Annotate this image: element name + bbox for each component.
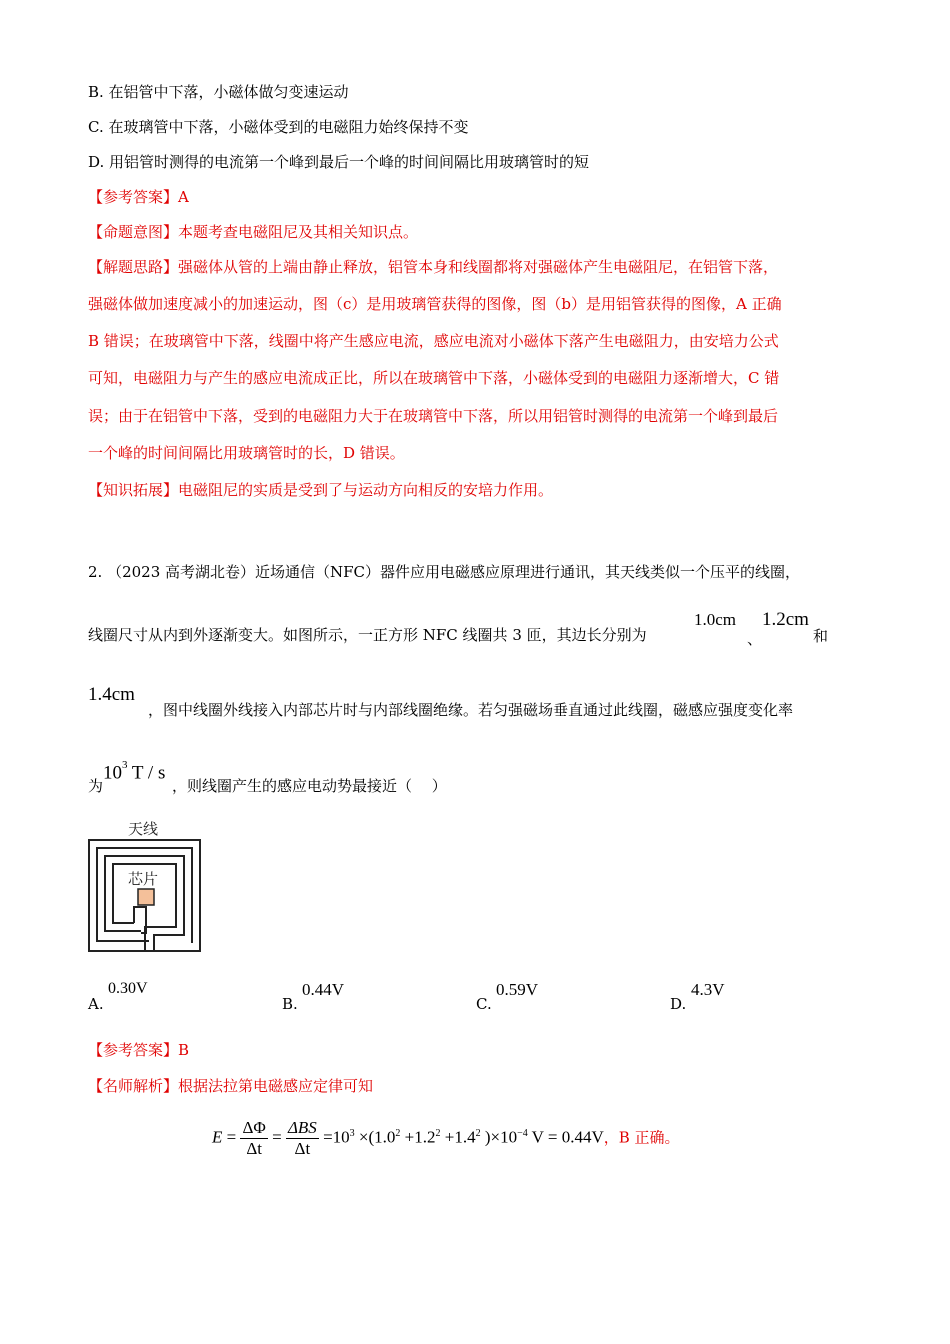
sep-1: 、 xyxy=(747,630,763,648)
option-c-value: 0.59V xyxy=(496,980,539,999)
option-a-value: 0.30V xyxy=(108,980,148,997)
rate-unit: T / s xyxy=(131,762,166,784)
formula-exp-2: 2 xyxy=(395,1127,401,1139)
formula-rest-4: +1.4 xyxy=(440,1127,476,1147)
frac-num-1: ΔΦ xyxy=(242,1118,266,1137)
frac-num-2: ΔBS xyxy=(287,1118,317,1137)
q2-line-2-text: 线圈尺寸从内到外逐渐变大。如图所示，一正方形 NFC 线圈共 3 匝，其边长分别为 xyxy=(88,626,647,644)
formula-exp-5: −4 xyxy=(517,1127,528,1139)
formula-rest-5: )×10 xyxy=(480,1127,518,1147)
formula-rest-3: +1.2 xyxy=(400,1127,436,1147)
formula-eq-2: = xyxy=(272,1127,282,1147)
option-d-label: D. xyxy=(670,995,687,1013)
solution-line-6: 一个峰的时间间隔比用玻璃管时的长，D 错误。 xyxy=(88,444,405,462)
extension-q1: 【知识拓展】电磁阻尼的实质是受到了与运动方向相反的安培力作用。 xyxy=(88,481,554,499)
option-b-value: 0.44V xyxy=(302,980,345,999)
answer-q2: 【参考答案】B xyxy=(88,1041,190,1059)
value-1-4cm: 1.4cm xyxy=(88,684,135,705)
q2-line-2 xyxy=(88,625,647,645)
chip-label: 芯片 xyxy=(128,870,159,888)
frac-den-2: Δt xyxy=(294,1139,311,1158)
formula-exp-4: 2 xyxy=(475,1127,481,1139)
fraction-dphi-dt xyxy=(240,1118,267,1159)
option-a-label: A. xyxy=(88,995,104,1013)
q2-line-4-suffix: ，则线圈产生的感应电动势最接近（ ） xyxy=(172,777,447,795)
sep-2: 和 xyxy=(813,627,829,645)
formula-rest-6: V = 0.44V xyxy=(527,1127,604,1147)
formula-eq-1: = xyxy=(226,1127,237,1147)
value-1cm: 1.0cm xyxy=(694,610,737,629)
intent-q1: 【命题意图】本题考查电磁阻尼及其相关知识点。 xyxy=(88,223,419,241)
formula-e: E xyxy=(212,1127,223,1147)
rate-value xyxy=(103,759,166,784)
value-1-2cm: 1.2cm xyxy=(762,609,809,630)
option-b: B. 在铝管中下落，小磁体做匀变速运动 xyxy=(88,83,349,101)
faraday-formula xyxy=(212,1118,680,1159)
formula-rest-1: =10 xyxy=(323,1127,350,1147)
fraction-dbs-dt xyxy=(286,1118,319,1159)
solution-line-1: 【解题思路】强磁体从管的上端由静止释放，铝管本身和线圈都将对强磁体产生电磁阻尼，在铝管下落， xyxy=(88,258,779,276)
option-d-value: 4.3V xyxy=(691,980,725,999)
nfc-coil-figure xyxy=(86,815,204,955)
formula-rest-2: ×(1.0 xyxy=(354,1127,396,1147)
antenna-label: 天线 xyxy=(128,820,159,838)
chip-box xyxy=(138,889,154,905)
solution-line-4: 可知，电磁阻力与产生的感应电流成正比，所以在玻璃管中下落，小磁体受到的电磁阻力逐渐增大，C 错 xyxy=(88,369,780,387)
q2-line-1: 2. （2023 高考湖北卷）近场通信（NFC）器件应用电磁感应原理进行通讯，其天线类似一个压平的线圈， xyxy=(88,563,801,581)
q2-line-4-prefix: 为 xyxy=(88,777,104,795)
option-d: D. 用铝管时测得的电流第一个峰到最后一个峰的时间间隔比用玻璃管时的短 xyxy=(88,153,590,171)
answer-q1: 【参考答案】A xyxy=(88,188,189,206)
solution-line-2: 强磁体做加速度减小的加速运动，图（c）是用玻璃管获得的图像，图（b）是用铝管获得的图像，A 正确 xyxy=(88,295,782,313)
option-c-label: C. xyxy=(476,995,492,1013)
solution-line-3: B 错误；在玻璃管中下落，线圈中将产生感应电流，感应电流对小磁体下落产生电磁阻力，由安培力公式 xyxy=(88,332,779,350)
frac-den-1: Δt xyxy=(246,1139,262,1158)
q2-line-3: ，图中线圈外线接入内部芯片时与内部线圈绝缘。若匀强磁场垂直通过此线圈，磁感应强度变化率 xyxy=(148,701,794,719)
option-b-label: B. xyxy=(282,995,298,1013)
solution-line-5: 误；由于在铝管中下落，受到的电磁阻力大于在玻璃管中下落，所以用铝管时测得的电流第一个峰到最后 xyxy=(88,407,779,425)
formula-tail: ，B 正确。 xyxy=(603,1128,680,1147)
formula-exp-3: 2 xyxy=(435,1127,441,1139)
q2-line-4 xyxy=(88,776,103,796)
option-c: C. 在玻璃管中下落，小磁体受到的电磁阻力始终保持不变 xyxy=(88,118,469,136)
analysis-q2: 【名师解析】根据法拉第电磁感应定律可知 xyxy=(88,1077,374,1095)
formula-exp-1: 3 xyxy=(349,1127,355,1139)
rate-base: 10 xyxy=(103,762,122,784)
rate-exponent: 3 xyxy=(122,759,128,771)
